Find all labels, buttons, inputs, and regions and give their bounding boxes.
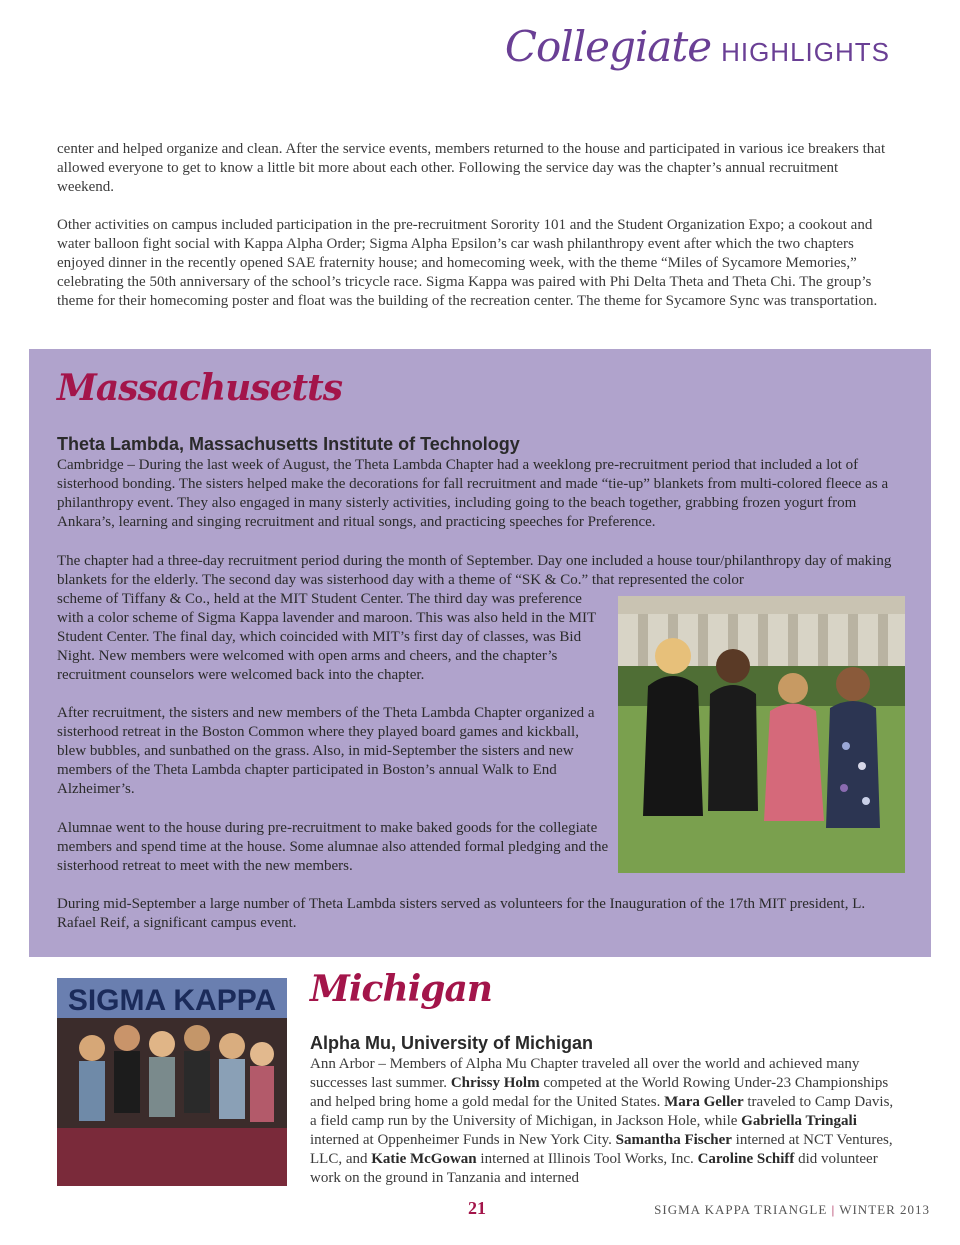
page-number: 21 (468, 1198, 486, 1218)
theta-lambda-group-photo (618, 596, 905, 873)
massachusetts-paragraph-4: Alumnae went to the house during pre-recruitment to make baked goods for the collegiate members and spend time at the house. Some alumnae also attended formal pledging and the sisterhood retreat to meet with the new members. (57, 820, 609, 874)
chapter-heading-alpha-mu: Alpha Mu, University of Michigan (310, 1033, 594, 1053)
intro-text (57, 140, 897, 330)
header-caps-word: HIGHLIGHTS (721, 37, 890, 67)
footer-separator: | (831, 1202, 836, 1217)
text-run: did volunteer work on the ground in Tanzania and interned (310, 1151, 878, 1186)
text-run: traveled to Camp Davis, a field camp run by the University of Michigan, in Jackson Hole, while (310, 1094, 894, 1129)
publication-name: SIGMA KAPPA TRIANGLE (654, 1202, 828, 1217)
member-name: Chrissy Holm (450, 1075, 540, 1091)
photo-banner-text: SIGMA KAPPA (67, 984, 277, 1017)
intro-paragraph-1: center and helped organize and clean. After the service events, members returned to the house and participated in various ice breakers that allowed everyone to get to know a little bit more about each other. Following the service day was the chapter’s annual recruitment weekend. (57, 141, 886, 195)
section-title-michigan: Michigan (310, 968, 492, 1010)
text-run: interned at NCT Ventures, LLC, and (310, 1132, 893, 1167)
header-script-word: Collegiate (504, 22, 712, 71)
massachusetts-paragraph-5: During mid-September a large number of Theta Lambda sisters served as volunteers for the Inauguration of the 17th MIT president, L. Rafael Reif, a significant campus event. (57, 896, 866, 931)
text-run: interned at Illinois Tool Works, Inc. (476, 1151, 698, 1167)
massachusetts-paragraph-2b: scheme of Tiffany & Co., held at the MIT Student Center. The third day was preference with a color scheme of Sigma Kappa lavender and maroon. This was also held in the MIT Student Center. The final day, which coincided with MIT’s first day of classes, was Bid Night. New members were welcomed with open arms and cheers, and the chapter’s recruitment counselors were welcomed back into the chapter. (57, 591, 596, 683)
chapter-heading-theta-lambda: Theta Lambda, Massachusetts Institute of Technology (57, 434, 520, 454)
massachusetts-paragraph-3: After recruitment, the sisters and new members of the Theta Lambda Chapter organized a sisterhood retreat in the Boston Common where they played board games and kickball, blew bubbles, and sunbathed on the grass. Also, in mid-September the sisters and new members of the Theta Lambda chapter participated in Boston’s annual Walk to End Alzheimer’s. (57, 705, 595, 797)
issue-label: WINTER 2013 (839, 1202, 930, 1217)
publication-footer (654, 1202, 930, 1218)
text-run: interned at Oppenheimer Funds in New York City. (310, 1132, 616, 1148)
member-name: Mara Geller (664, 1094, 744, 1110)
text-run: Ann Arbor – Members of Alpha Mu Chapter traveled all over the world and achieved many successes last summer. (310, 1056, 860, 1091)
member-name: Samantha Fischer (615, 1132, 732, 1148)
michigan-paragraph-1 (310, 1055, 900, 1188)
alpha-mu-group-photo (57, 978, 287, 1186)
member-name: Katie McGowan (371, 1151, 477, 1167)
page-header (505, 22, 890, 71)
section-title-massachusetts: Massachusetts (57, 367, 343, 409)
member-name: Gabriella Tringali (741, 1113, 857, 1129)
massachusetts-paragraph-1: Cambridge – During the last week of August, the Theta Lambda Chapter had a weeklong pre-recruitment period that included a lot of sisterhood bonding. The sisters helped make the decorations for fall recruitment and made “tie-up” blankets from multi-colored fleece as a philanthropy event. They also engaged in many sisterly activities, including going to the beach together, grabbing frozen yogurt from Ankara’s, learning and singing recruitment and ritual songs, and practicing speeches for Preference. (57, 457, 889, 530)
text-run: competed at the World Rowing Under-23 Championships and helped bring home a gold medal for the United States. (310, 1075, 889, 1110)
intro-paragraph-2: Other activities on campus included participation in the pre-recruitment Sorority 101 and the Student Organization Expo; a cookout and water balloon fight social with Kappa Alpha Order; Sigma Alpha Epsilon’s car wash philanthropy event after which the two chapters enjoyed dinner in the recently opened SAE fraternity house; and homecoming week, with the theme “Miles of Sycamore Memories,” celebrating the 50th anniversary of the school’s tricycle race. Sigma Kappa was paired with Phi Delta Theta and Theta Chi. The group’s theme for their homecoming poster and float was the building of the recreation center. The theme for Sycamore Sync was transportation. (57, 217, 878, 309)
massachusetts-section (29, 349, 931, 957)
member-name: Caroline Schiff (697, 1151, 795, 1167)
massachusetts-paragraph-2a: The chapter had a three-day recruitment period during the month of September. Day one included a house tour/philanthropy day of making blankets for the elderly. The second day was sisterhood day with a theme of “SK & Co.” that represented the color (57, 553, 892, 588)
